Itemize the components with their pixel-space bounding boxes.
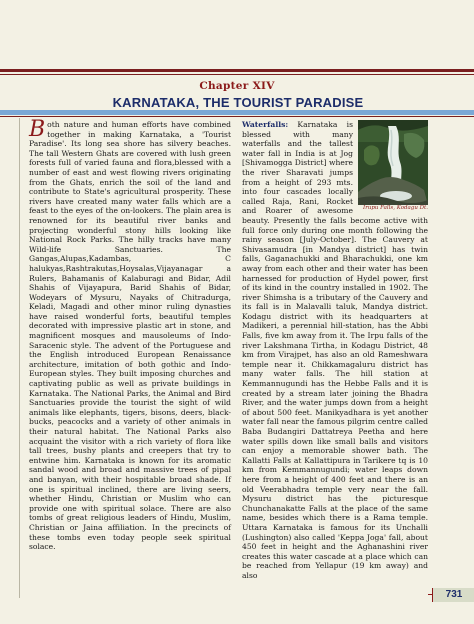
chapter-title: KARNATAKA, THE TOURIST PARADISE xyxy=(112,95,364,110)
photo-caption: Irupu Falls, Kodagu Dt. xyxy=(363,205,428,211)
section-heading: Waterfalls: xyxy=(242,120,289,129)
waterfall-image xyxy=(358,120,428,205)
right-column xyxy=(242,120,428,581)
drop-cap: B xyxy=(29,117,46,142)
waterfalls-intro-text: Karnataka is blessed with many waterfalls and the tallest water fall in India is at Jog [Shivamogga District] where the river Sharavati jumps from a height of 293 mts. into four cascades locally called Raja, Rani, Rocket and Roarer of awesome beauty. Presently the falls become active with full force only during one month following the rainy season [July-October]. The xyxy=(242,120,428,245)
waterfall-photo xyxy=(358,120,428,212)
header-rule xyxy=(0,69,474,72)
waterfalls-body-text: Cauvery at Shivasamudra [in Mandya district] has twin falls, Gaganachukki and Bharachukki, one km away from each other and their water has been harnessed for production of Hydel power, first of its kind in the country installed in 1902. The river Shimsha is a tributary of the Cauvery and its fall is in Malavalli taluk, Mandya district. Kodagu district with its headquarters at Madikeri, a perennial hill-station, has the Abbi Falls, five km away from it. The Irpu falls of the river Lakshmana Tirtha, in Kodagu District, 48 km from Virajpet, has also an old Rameshwara temple near it. Chikkamagaluru district has many water falls. The hill station at Kemmannugundi has the Hebbe Falls and it is created by a stream later joining the Bhadra River, and the water jumps down from a height of about 500 feet. Manikyadhara is yet another water fall near the famous pilgrim centre called Baba Budangiri Dattatreya Peetha and here water spills down like small balls and visitors can enjoy a memorable shower bath. The Kallatti Falls at Kallattipura in Tarikere tq is 10 km from Kemmannugundi; water leaps down here from a height of 400 feet and there is an old Veerabhadra temple very near the fall. Mysuru district has the picturesque Chunchanakatte Falls at the place of the same name, besides which there is a Rama temple. Uttara Karnataka is famous for its Unchalli (Lushington) also called 'Keppa Joga' fall, about 450 feet in height and the Aghanashini river creates this water cascade at a place which can be reached from Yellapur (19 km away) and also xyxy=(242,235,428,580)
page-number: 731 xyxy=(432,588,474,602)
title-band xyxy=(0,110,474,115)
intro-text: oth nature and human efforts have combined together in making Karnataka, a 'Tourist Paradise'. Its long sea shore has silvery beaches. The tall Western Ghats are covered with lush green forests full of varied fauna and flora,blessed with a number of east and west flowing rivers originating from the Ghats, enrich the soil of the land and contribute to State's agricultural prosperity. These rivers have created many water falls which are a feast to the eyes of the on-lookers. The plain area is renowned for its beautiful river banks and projecting wonderful stony hills looking like National Rock Parks. The hilly tracks have many Wild-life Sanctuaries. The Gangas,Alupas,Kadambas, C halukyas,Rashtrakutas,Hoysalas,Vijayanagar a Rulers, Bahamanis of Kalaburagi and Bidar, Adil Shahis of Vijayapura, Barid Shahis of Bidar, Wodeyars of Mysuru, Nayaks of Chitradurga, Keladi, Magadi and other minor ruling dynasties have raised wonderful forts, beautiful temples decorated with impressive plastic art in stone, and magnificent mosques and mausoleums of Indo-Saracenic style. The advent of the Portuguese and the English introduced European Renaissance architecture, imitation of both gothic and Indo-European styles. They built imposing churches and captivating public as well as private buildings in Karnataka. The National Parks, the Animal and Bird Sanctuaries provide the tourist the sight of wild animals like elephants, tigers, bisons, deers, black-bucks, peacocks and a variety of other animals in their natural habitat. The National Parks also acquaint the visitor with a rich variety of flora like tall trees, bushy plants and creepers that try to entwine him. Karnataka is known for its aromatic sandal wood and broad and massive trees of pipal and banyan, with their hospitable broad shade. If one is spiritual inclined, there are living seers, whether Hindu, Christian or Muslim who can provide one with spiritual solace. There are also tombs of great religious leaders of Hindu, Muslim, Christian or Jaina affiliation. In the precincts of these tombs even today people seek spiritual solace. xyxy=(29,120,231,552)
intro-paragraph xyxy=(29,117,231,552)
margin-rule xyxy=(19,118,20,598)
chapter-label: Chapter XIV xyxy=(199,80,275,92)
title-band-rule xyxy=(0,116,474,117)
left-column xyxy=(29,117,231,552)
header-rule-thin xyxy=(0,74,474,75)
waterfalls-paragraph xyxy=(242,120,428,581)
